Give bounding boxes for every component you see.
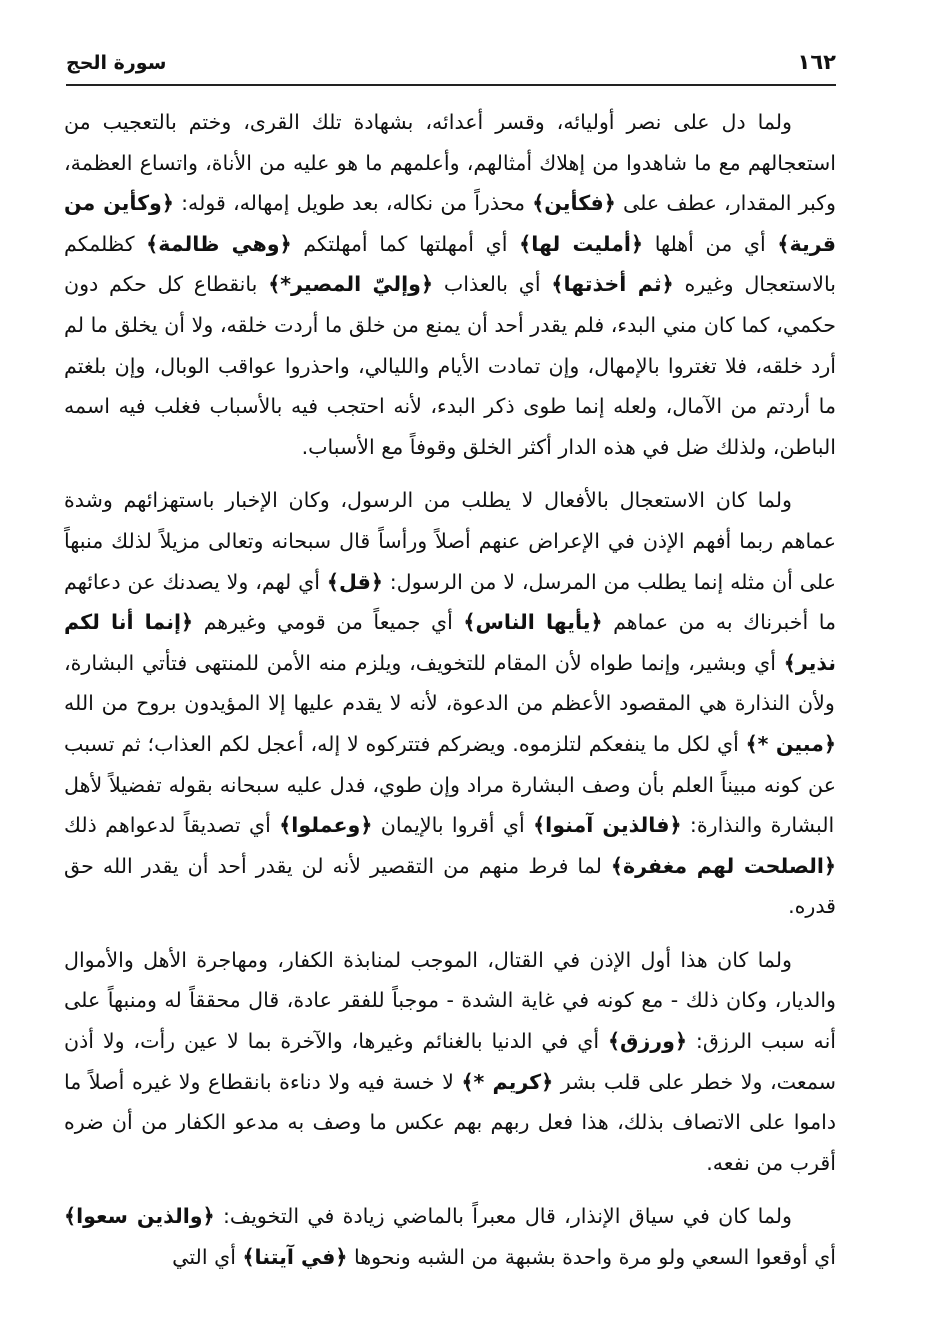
paragraph-2 (64, 480, 836, 927)
text-run: أي أقروا بالإيمان (372, 813, 525, 838)
text-run: محذراً من نكاله، بعد طويل إمهاله، قوله: (173, 191, 526, 216)
quran-quote: ﴿مبين *﴾ (745, 731, 837, 756)
quran-quote: ﴿والذين سعوا﴾ (64, 1204, 215, 1229)
quran-quote: ﴿وكأين من قرية﴾ (64, 191, 836, 256)
paragraph-1 (64, 102, 836, 467)
quran-quote: ﴿ورزق﴾ (607, 1029, 688, 1054)
text-run: أي جميعاً من قومي وغيرهم (193, 610, 453, 635)
quran-quote: ﴿كريم *﴾ (461, 1069, 554, 1094)
text-run: أي لهم، ولا يصدنك عن دعائهم ما أخبرناك به من عماهم (64, 569, 837, 635)
quran-quote: ﴿وإليّ المصير*﴾ (268, 272, 434, 297)
text-run: أي أوقعوا السعي ولو مرة واحدة بشبهة من الشبه ونحوها (347, 1245, 836, 1270)
text-run: بانقطاع كل حكم دون حكمي، كما كان مني البدء، فلم يقدر أحد أن يمنع من خلق ما أردت خلقه، ولا أن يخلق ما لم أرد خلقه، فلا تغتروا بالإمهال، وإن تمادت الأيام والليالي، واحذروا عواقب الوبال، وإن بلغتم ما أردتم من الآمال، ولعله إنما طوى ذكر البدء، لأنه احتجب فيه بالأسباب فغلب فيه اسمه الباطن، ولذلك ضل في هذه الدار أكثر الخلق وقوفاً مع الأسباب. (64, 272, 836, 459)
text-run: أي بالعذاب (433, 272, 541, 297)
quran-quote: ﴿وعملوا﴾ (279, 813, 373, 838)
quran-quote: ﴿في آيتنا﴾ (242, 1245, 348, 1270)
quran-quote: ﴿ثم أخذتها﴾ (551, 272, 674, 297)
quran-quote: ﴿فالذين آمنوا﴾ (533, 813, 682, 838)
text-run: ولما دل على نصر أوليائه، وقسر أعدائه، بشهادة تلك القرى، وختم بالتعجيب من استعجالهم مع ما شاهدوا من إهلاك أمثالهم، وأعلمهم ما هو عليه من الأناة، واتساع العظمة، وكبر المقدار، عطف على (64, 110, 836, 216)
text-run: ولما كان في سياق الإنذار، قال معبراً بالماضي زيادة في التخويف: (214, 1204, 792, 1229)
quran-quote: ﴿قل﴾ (326, 569, 383, 594)
header-divider (66, 84, 836, 86)
text-run: أي لكل ما ينفعكم لتلزموه. ويضركم فتتركوه لا إله، أعجل لكم العذاب؛ ثم تسبب عن كونه مبيناً العلم بأن وصف البشارة مراد وإن طوي، فدل عليه سبحانه بقوله تفضيلاً لأهل البشارة والنذارة: (64, 731, 836, 838)
text-run: لما فرط منهم من التقصير لأنه لن يقدر أحد أن يقدر الله حق قدره. (64, 853, 836, 919)
text-run: أي أمهلتها كما أمهلتكم (291, 231, 508, 256)
text-run: أي في الدنيا بالغنائم وغيرها، والآخرة بما لا عين رأت، ولا أذن سمعت، ولا خطر على قلب بشر (64, 1029, 836, 1094)
quran-quote: ﴿إنما أنا لكم نذير﴾ (64, 610, 836, 675)
quran-quote: ﴿يأيها الناس﴾ (463, 610, 603, 635)
quran-quote: ﴿وهي ظالمة﴾ (146, 231, 292, 256)
body-text (64, 102, 836, 1278)
text-run: أي وبشير، وإنما طواه لأن المقام للتخويف، ويلزم منه الأمن للمنتهى فتأتي البشارة، ولأن النذارة هي المقصود الأعظم من الدعوة، لأنه لا يقدم عليها إلا المؤيدون بروح من الله (64, 650, 835, 716)
paragraph-3 (64, 940, 836, 1184)
text-run: كظلمكم بالاستعجال وغيره (64, 231, 837, 297)
text-run: ولما كان الاستعجال بالأفعال لا يطلب من الرسول، وكان الإخبار باستهزائهم وشدة عماهم ربما أفهم الإذن في الإعراض عنهم أصلاً ورأساً قال سبحانه وتعالى مزيلاً لذلك منبهاً على أن مثله إنما يطلب من المرسل، لا من الرسول: (64, 488, 837, 594)
text-run: لا خسة فيه ولا دناءة بانقطاع ولا غيره أصلاً ما داموا على الاتصاف بذلك، هذا فعل ربهم بهم عكس ما وصف به مدعو الكفار من أن ضره أقرب من نفعه. (64, 1069, 836, 1175)
page-number: ١٦٢ (797, 50, 836, 74)
text-run: ولما كان هذا أول الإذن في القتال، الموجب لمنابذة الكفار، ومهاجرة الأهل والأموال والديار، وكان ذلك - مع كونه في غاية الشدة - موجباً للفقر عادة، قال محققاً له ومنبهاً على أنه سبب الرزق: (64, 947, 837, 1054)
quran-quote: ﴿الصلحت لهم مغفرة﴾ (610, 853, 837, 878)
text-run: أي التي (172, 1245, 236, 1270)
text-run: أي تصديقاً لدعواهم ذلك (64, 813, 271, 838)
quran-quote: ﴿فكأين﴾ (532, 191, 616, 216)
quran-quote: ﴿أمليت لها﴾ (519, 231, 644, 256)
page-header (66, 44, 836, 86)
text-run: أي من أهلها (643, 231, 766, 256)
surah-title: سورة الحج (66, 52, 167, 74)
paragraph-4 (64, 1196, 836, 1277)
